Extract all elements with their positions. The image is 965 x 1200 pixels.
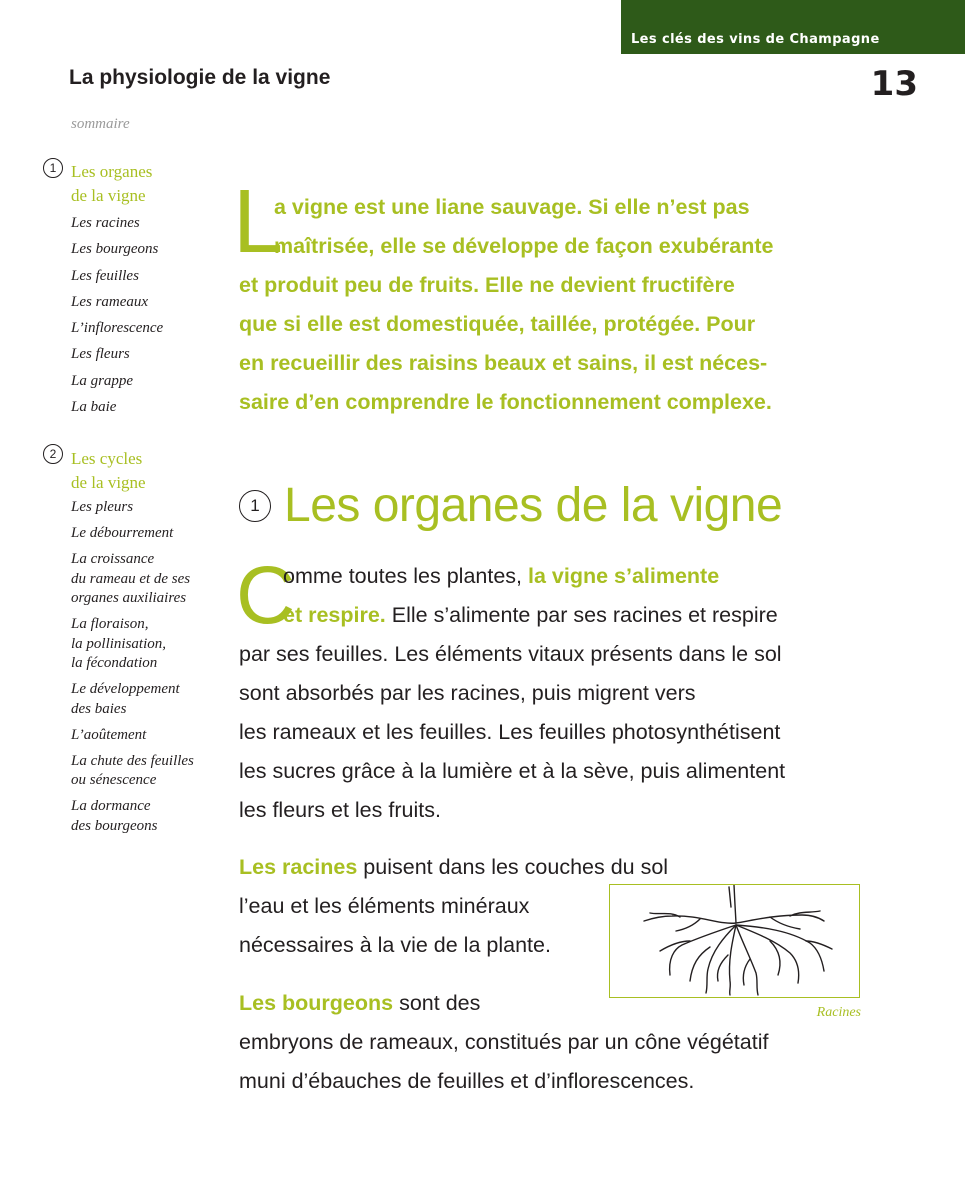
paragraph-drop-cap: C (236, 550, 296, 641)
body-paragraph: Les racines puisent dans les couches du sol l’eau et les éléments minéraux nécessaires à la vie de la plante. (239, 855, 669, 957)
toc-item[interactable]: Les pleurs (71, 499, 134, 515)
toc-item[interactable]: L’inflorescence (71, 320, 164, 337)
figure-caption: Racines (816, 1005, 861, 1020)
toc-item[interactable]: La dormance des bourgeons (71, 798, 158, 834)
toc-item[interactable]: La chute des feuilles ou sénescence (71, 752, 194, 788)
sommaire-label: sommaire (71, 116, 130, 132)
toc-item[interactable]: Les feuilles (71, 267, 139, 284)
term-racines: Les racines (239, 855, 358, 879)
toc-item[interactable]: Les rameaux (71, 293, 149, 310)
section-number-badge: 2 (43, 444, 63, 464)
roots-illustration (609, 884, 860, 998)
toc-item-list (71, 498, 231, 836)
intro-paragraph: a vigne est une liane sauvage. Si elle n’est pas maîtrisée, elle se développe de façon exubérante et produit peu de fruits. Elle ne devient fructifère que si elle est domestiquée, taillée, protégée. Pour en recueillir des raisins beaux et sains, il est néces- saire d’en comprendre le fonctionnement complexe. (239, 195, 774, 414)
toc-item[interactable]: Le développement des baies (71, 681, 180, 717)
term-bourgeons: Les bourgeons (239, 991, 394, 1015)
page-number: 13 (870, 64, 918, 104)
toc-item[interactable]: L’aoûtement (71, 726, 147, 743)
toc-item[interactable]: La baie (71, 399, 117, 416)
intro-drop-cap: L (233, 172, 284, 272)
section-number-badge: 1 (43, 158, 63, 178)
toc-item[interactable]: Les racines (71, 215, 140, 231)
body-paragraph: omme toutes les plantes, la vigne s’alimente et respire. Elle s’alimente par ses racines et respire par ses feuilles. Les éléments vitaux présents dans le sol sont absorbés par les racines, puis migrent vers les rameaux et les feuilles. Les feuilles photosynthétisent les sucres grâce à la lumière et à la sève, puis alimentent les fleurs et les fruits. (239, 564, 786, 822)
body-paragraph: Les bourgeons sont des embryons de rameaux, constitués par un cône végétatif muni d’ébauches de feuilles et d’inflorescences. (239, 991, 769, 1093)
header-banner (621, 0, 965, 54)
book-title: Les clés des vins de Champagne (631, 32, 880, 47)
toc-section-title[interactable]: Les organes de la vigne (71, 162, 153, 205)
toc-item[interactable]: Les fleurs (71, 346, 130, 363)
toc-item[interactable]: Le débourrement (71, 525, 174, 541)
section-heading: Les organes de la vigne (284, 479, 783, 532)
toc-item-list (71, 210, 231, 420)
toc-item[interactable]: Les bourgeons (71, 241, 159, 258)
toc-item[interactable]: La grappe (71, 372, 134, 389)
section-number-badge: 1 (239, 490, 271, 522)
toc-section-title[interactable]: Les cycles de la vigne (71, 449, 146, 492)
toc-item[interactable]: La floraison, la pollinisation, la fécondation (71, 616, 167, 671)
toc-item[interactable]: La croissance du rameau et de ses organes auxiliaires (71, 551, 191, 606)
roots-drawing (610, 885, 859, 997)
chapter-title: La physiologie de la vigne (69, 66, 331, 89)
